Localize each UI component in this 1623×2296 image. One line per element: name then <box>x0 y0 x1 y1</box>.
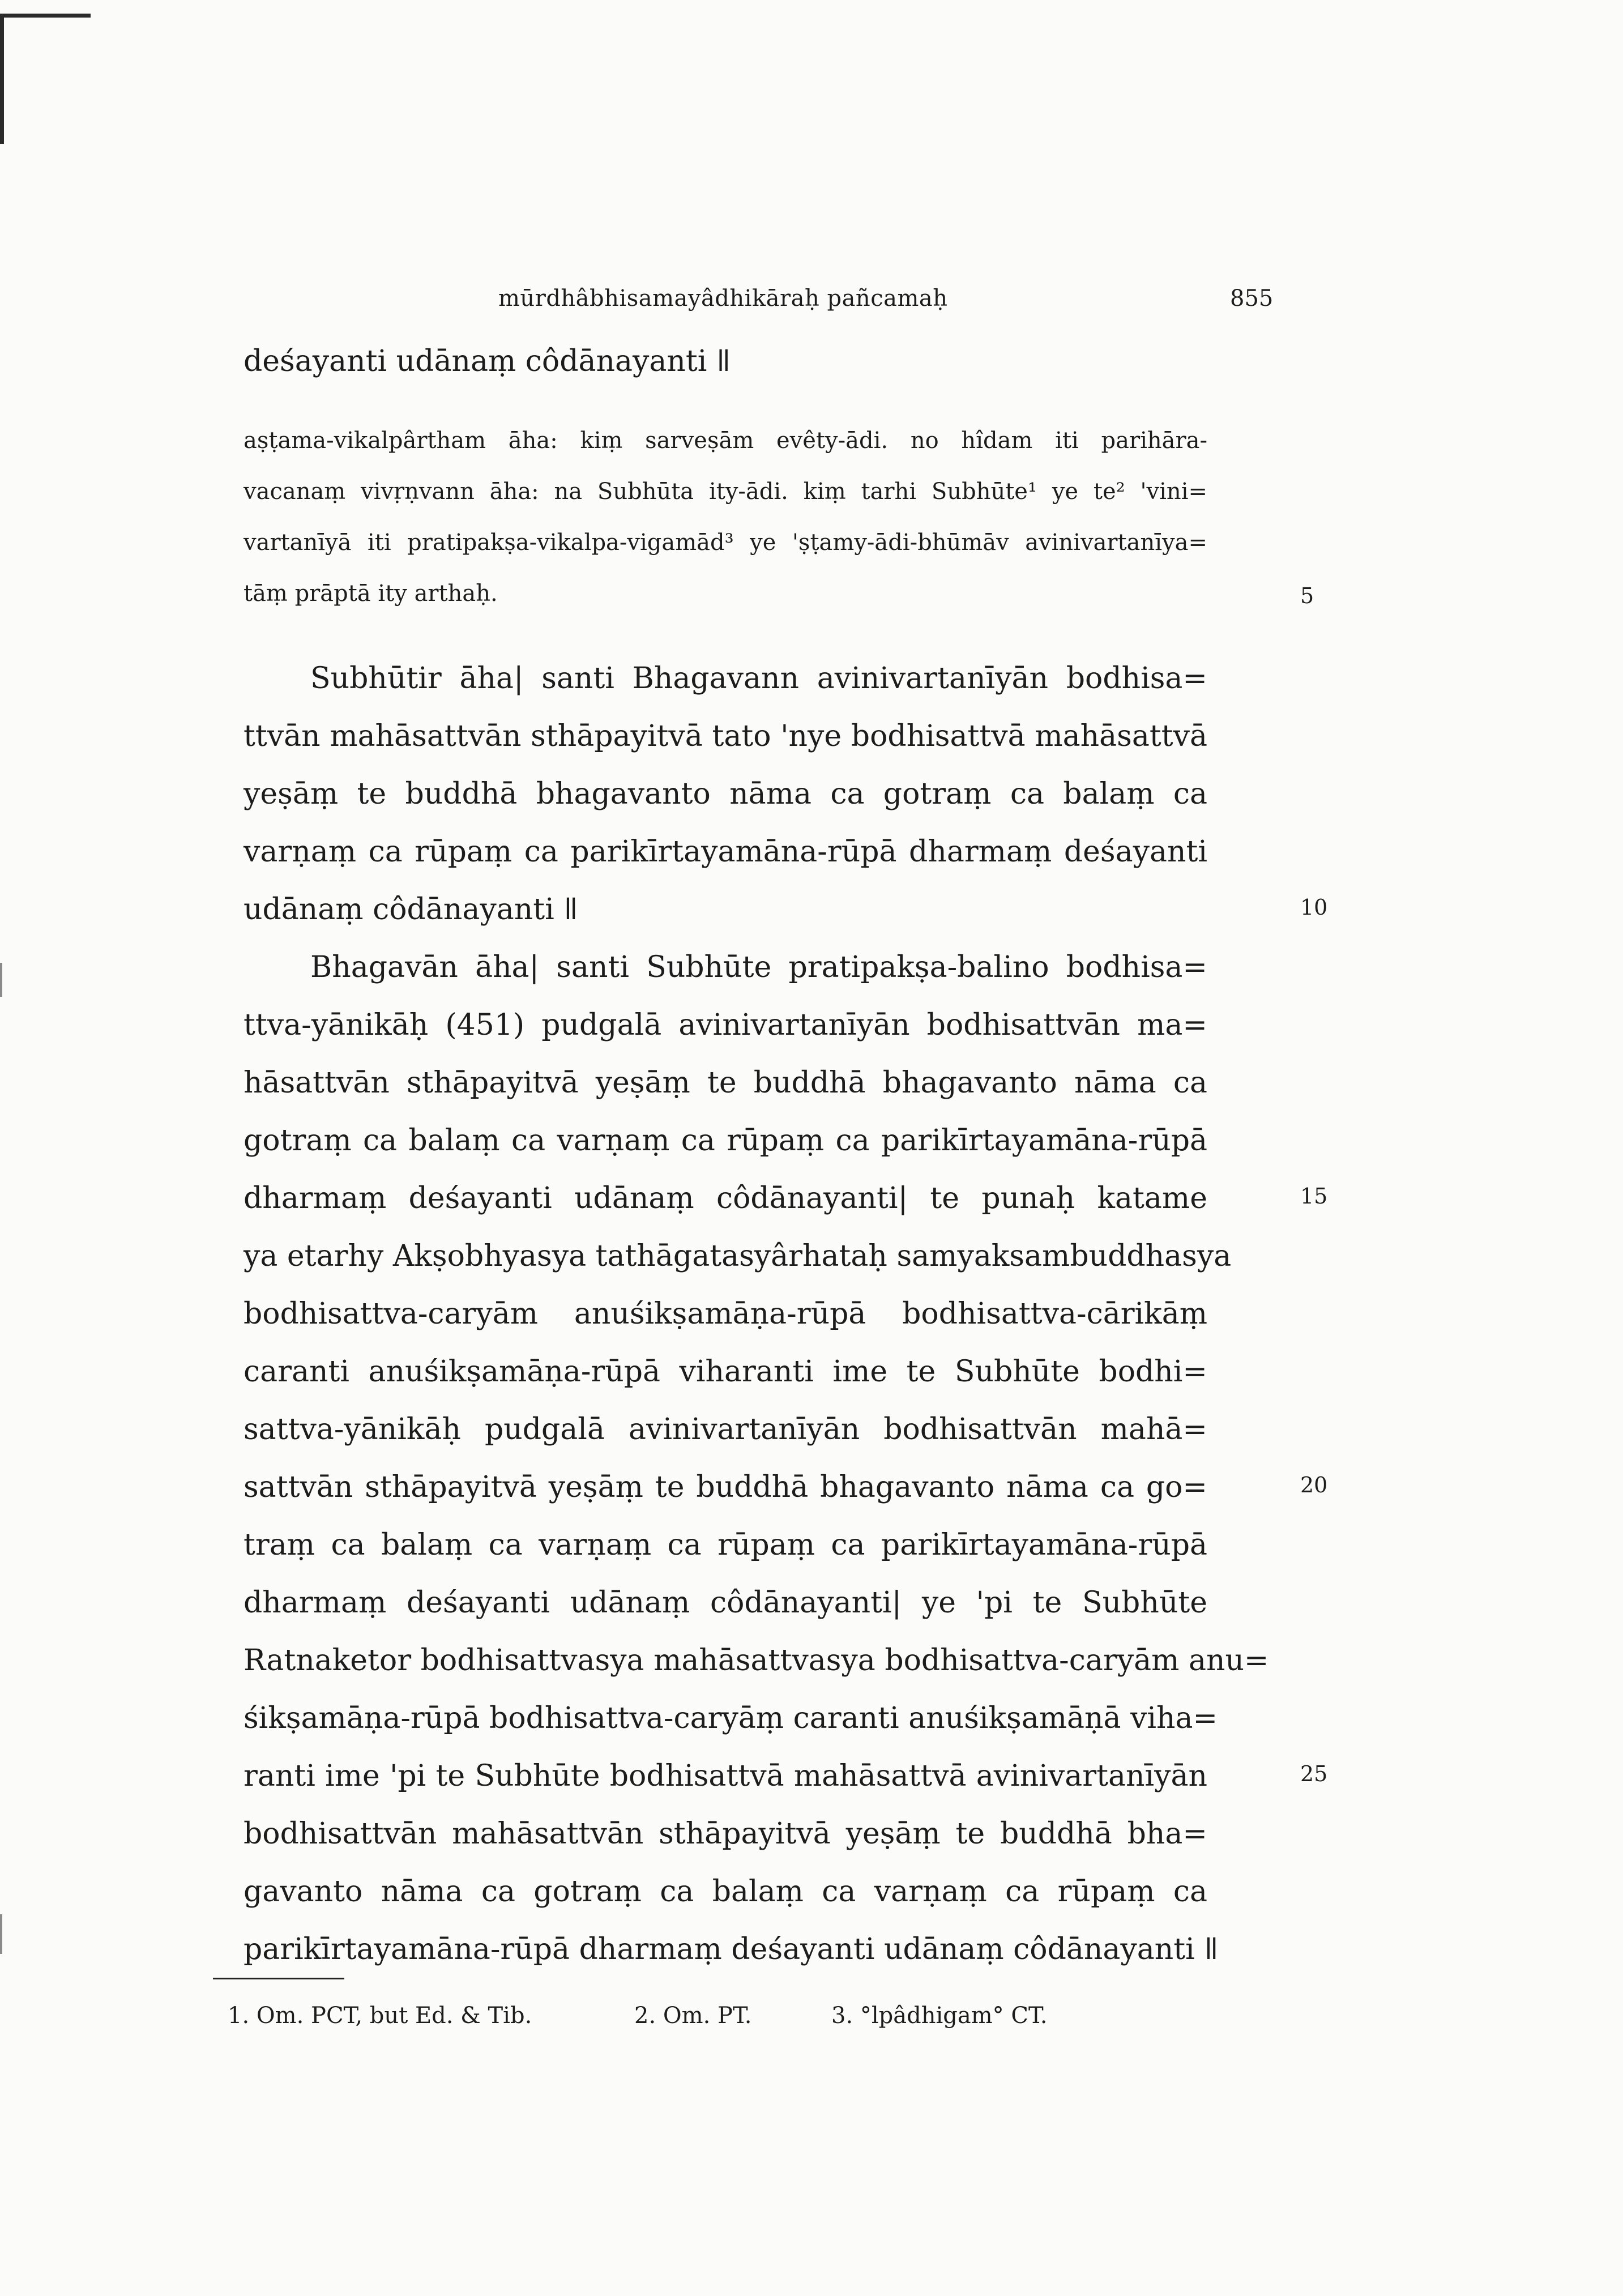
commentary-line: vacanaṃ vivṛṇvann āha: na Subhūta ity-ādi. kiṃ tarhi Subhūte¹ ye te² 'vini= <box>244 479 1207 505</box>
opening-line: deśayanti udānaṃ côdānayanti ǁ <box>244 344 731 378</box>
main-text-line: sattva-yānikāḥ pudgalā avinivartanīyān bodhisattvān mahā= <box>244 1412 1207 1446</box>
footnote: 2. Om. PT. <box>634 2003 752 2029</box>
main-text-line: yeṣāṃ te buddhā bhagavanto nāma ca gotraṃ ca balaṃ ca <box>244 777 1207 811</box>
main-text-line: ttvān mahāsattvān sthāpayitvā tato 'nye bodhisattvā mahāsattvā <box>244 719 1207 753</box>
main-text-line: ya etarhy Akṣobhyasya tathāgatasyârhataḥ samyaksambuddhasya <box>244 1239 1232 1273</box>
main-text-line: sattvān sthāpayitvā yeṣāṃ te buddhā bhagavanto nāma ca go= <box>244 1470 1207 1504</box>
main-text-line: parikīrtayamāna-rūpā dharmaṃ deśayanti udānaṃ côdānayanti ǁ <box>244 1932 1219 1966</box>
line-number: 20 <box>1300 1473 1328 1497</box>
main-text-line: Bhagavān āha| santi Subhūte pratipakṣa-balino bodhisa= <box>310 950 1207 984</box>
footnote-rule <box>213 1978 344 1979</box>
line-number: 25 <box>1300 1761 1328 1786</box>
scan-edge-mark <box>0 1914 2 1954</box>
main-text-line: hāsattvān sthāpayitvā yeṣāṃ te buddhā bhagavanto nāma ca <box>244 1066 1207 1100</box>
main-text-line: Subhūtir āha| santi Bhagavann avinivartanīyān bodhisa= <box>310 662 1207 695</box>
main-text-line: gotraṃ ca balaṃ ca varṇaṃ ca rūpaṃ ca parikīrtayamāna-rūpā <box>244 1124 1207 1158</box>
line-number: 10 <box>1300 895 1328 920</box>
main-text-line: dharmaṃ deśayanti udānaṃ côdānayanti| ye 'pi te Subhūte <box>244 1586 1207 1620</box>
main-text-line: dharmaṃ deśayanti udānaṃ côdānayanti| te punaḥ katame <box>244 1181 1207 1215</box>
commentary-line: aṣṭama-vikalpârtham āha: kiṃ sarveṣām evêty-ādi. no hîdam iti parihāra- <box>244 428 1207 454</box>
scan-edge-mark <box>0 963 2 997</box>
main-text-line: ranti ime 'pi te Subhūte bodhisattvā mahāsattvā avinivartanīyān <box>244 1759 1207 1793</box>
footnote: 1. Om. PCT, but Ed. & Tib. <box>228 2003 532 2029</box>
page-number: 855 <box>1230 285 1274 311</box>
main-text-line: ttva-yānikāḥ (451) pudgalā avinivartanīyān bodhisattvān ma= <box>244 1008 1207 1042</box>
footnote: 3. °lpâdhigam° CT. <box>831 2003 1048 2029</box>
commentary-line: tāṃ prāptā ity arthaḥ. <box>244 581 498 607</box>
main-text-line: bodhisattva-caryām anuśikṣamāṇa-rūpā bodhisattva-cārikāṃ <box>244 1297 1207 1331</box>
running-title: mūrdhâbhisamayâdhikāraḥ pañcamaḥ <box>498 285 948 311</box>
commentary-line: vartanīyā iti pratipakṣa-vikalpa-vigamād³ ye 'ṣṭamy-ādi-bhūmāv avinivartanīya= <box>244 530 1207 556</box>
main-text-line: Ratnaketor bodhisattvasya mahāsattvasya bodhisattva-caryām anu= <box>244 1644 1269 1678</box>
line-number: 5 <box>1300 583 1314 608</box>
main-text-line: traṃ ca balaṃ ca varṇaṃ ca rūpaṃ ca parikīrtayamāna-rūpā <box>244 1528 1207 1562</box>
scan-corner-mark <box>0 14 91 18</box>
main-text-line: gavanto nāma ca gotraṃ ca balaṃ ca varṇaṃ ca rūpaṃ ca <box>244 1875 1207 1909</box>
main-text-line: varṇaṃ ca rūpaṃ ca parikīrtayamāna-rūpā dharmaṃ deśayanti <box>244 835 1207 869</box>
main-text-line: śikṣamāṇa-rūpā bodhisattva-caryāṃ caranti anuśikṣamāṇā viha= <box>244 1701 1218 1735</box>
scan-corner-mark-vertical <box>0 14 4 144</box>
main-text-line: bodhisattvān mahāsattvān sthāpayitvā yeṣāṃ te buddhā bha= <box>244 1817 1207 1851</box>
line-number: 15 <box>1300 1184 1328 1209</box>
main-text-line: caranti anuśikṣamāṇa-rūpā viharanti ime te Subhūte bodhi= <box>244 1355 1207 1389</box>
main-text-line: udānaṃ côdānayanti ǁ <box>244 893 578 927</box>
